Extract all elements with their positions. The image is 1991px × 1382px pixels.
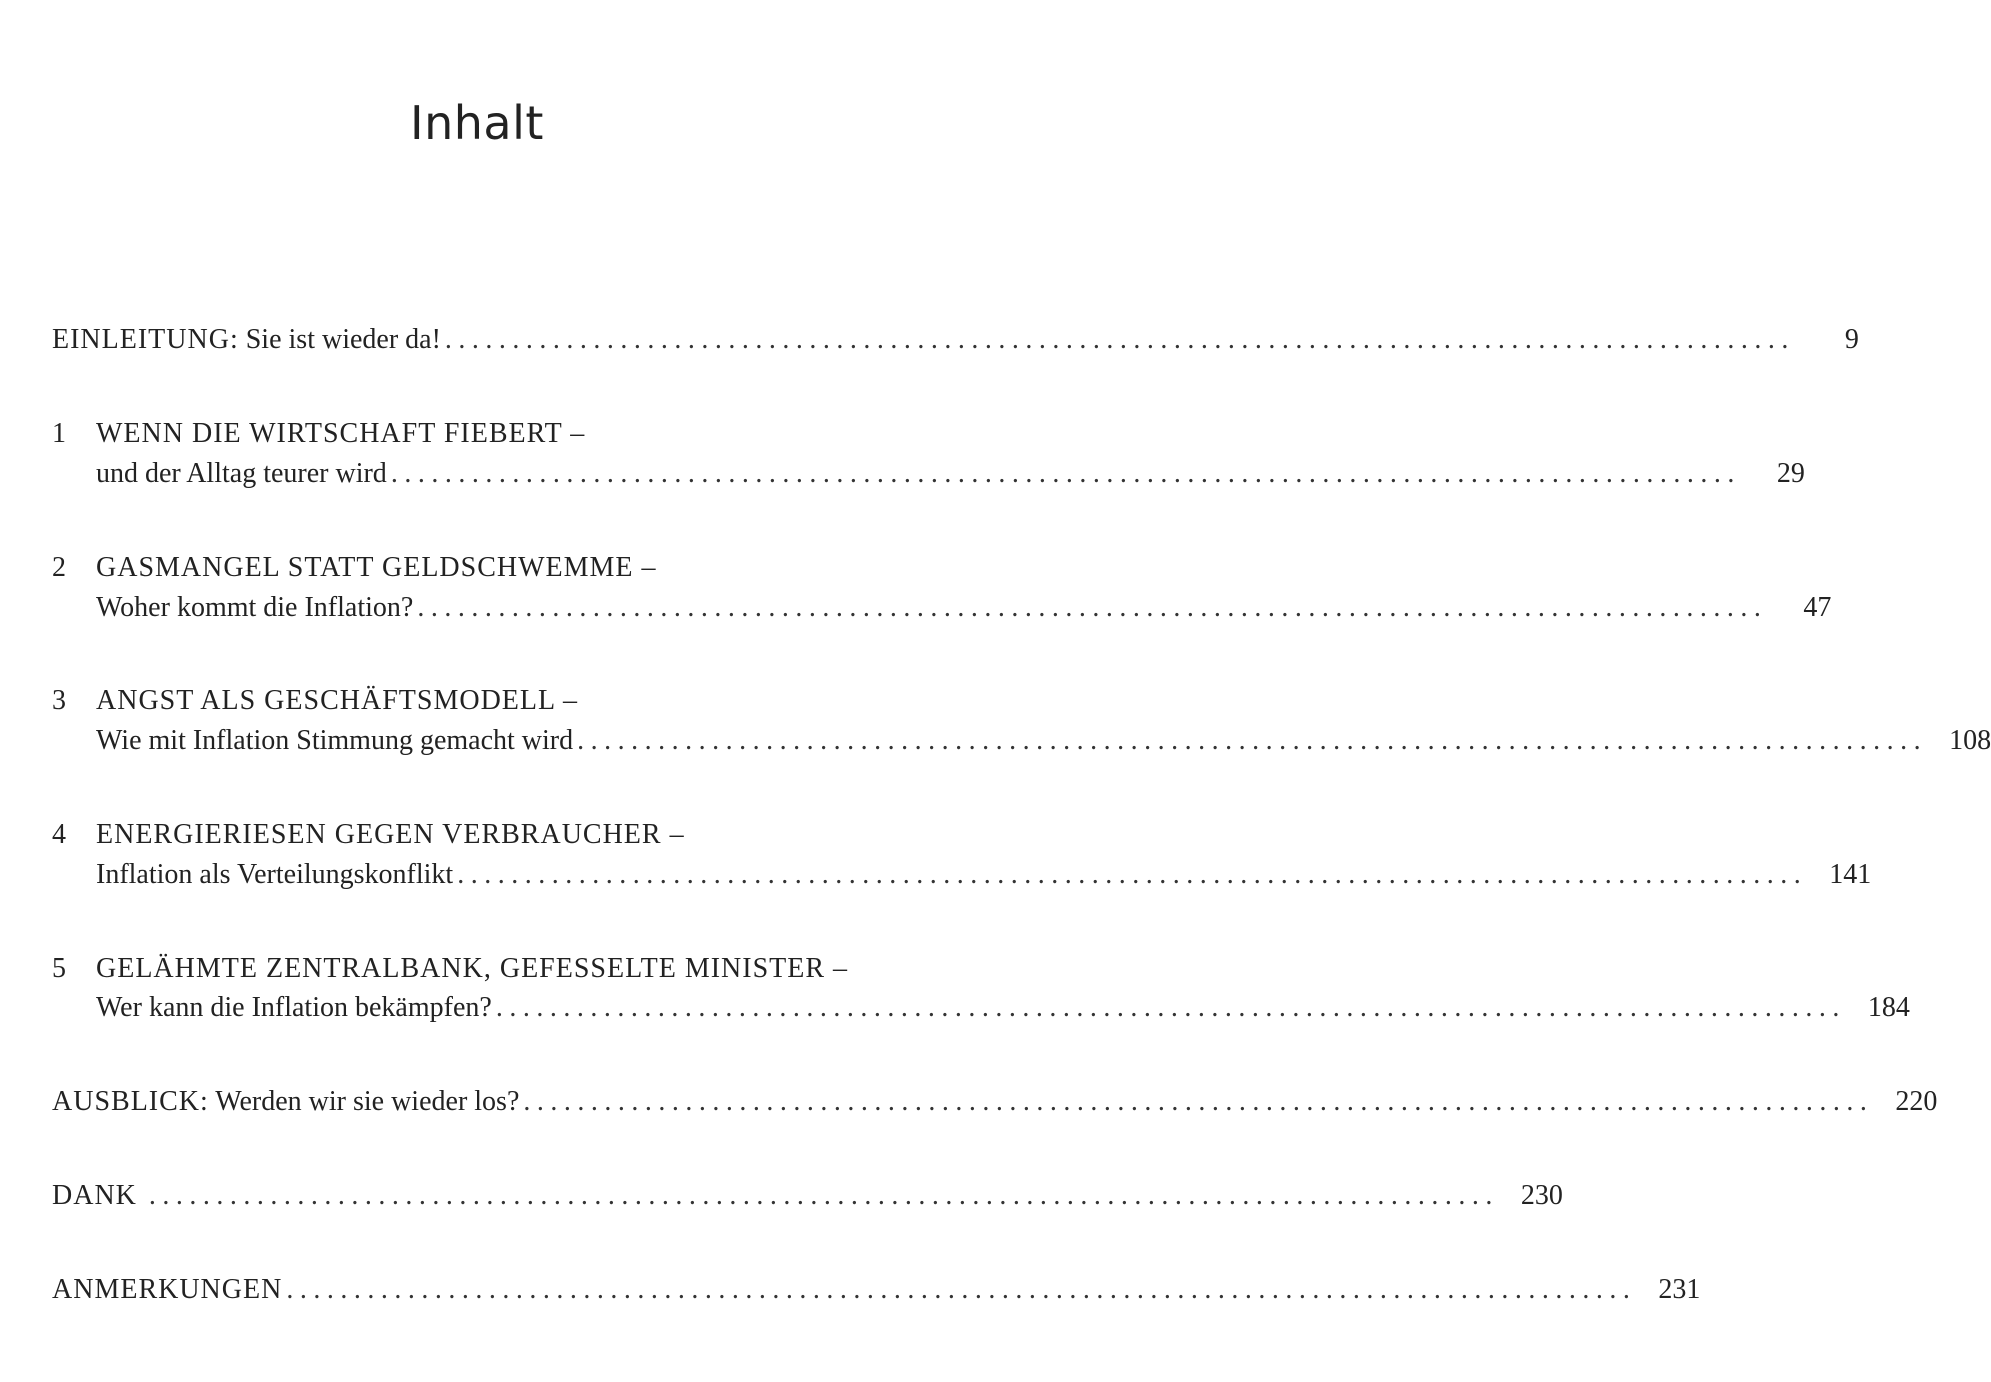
page-number: 220 [1895, 1086, 1938, 1117]
toc-entry-chapter-3[interactable] [96, 721, 1991, 761]
intro-title: Sie ist wieder da! [238, 324, 441, 355]
outlook-label: AUSBLICK: [52, 1086, 209, 1117]
dot-leader: .................................................................................................... [286, 1274, 1637, 1305]
page-number: 108 [1949, 725, 1991, 756]
toc-entry-chapter-5[interactable] [96, 988, 1910, 1028]
chapter-subtitle: Wie mit Inflation Stimmung gemacht wird [96, 725, 574, 756]
chapter-number: 4 [52, 819, 66, 850]
toc-entry-intro[interactable] [52, 320, 1859, 360]
chapter-heading: ANGST ALS GESCHÄFTSMODELL – [96, 685, 579, 716]
dot-leader: .................................................................................................... [577, 725, 1928, 756]
chapter-subtitle: und der Alltag teurer wird [96, 458, 387, 489]
dot-leader: .................................................................................................... [390, 458, 1741, 489]
chapter-4-heading-line [52, 815, 882, 855]
chapter-heading: GASMANGEL STATT GELDSCHWEMME – [96, 552, 657, 583]
chapter-1-heading-line [52, 414, 882, 454]
page-number: 184 [1867, 992, 1910, 1023]
page-number: 231 [1658, 1274, 1701, 1305]
chapter-number: 2 [52, 552, 66, 583]
dot-leader: .................................................................................................... [523, 1086, 1874, 1117]
page-number: 29 [1776, 458, 1805, 489]
chapter-heading: GELÄHMTE ZENTRALBANK, GEFESSELTE MINISTER – [96, 953, 849, 984]
dot-leader: .................................................................................................... [495, 992, 1846, 1023]
chapter-2-heading-line [52, 548, 882, 588]
chapter-subtitle: Woher kommt die Inflation? [96, 592, 414, 623]
page-number: 230 [1520, 1180, 1563, 1211]
chapter-number: 5 [52, 953, 66, 984]
notes-label: ANMERKUNGEN [52, 1274, 283, 1305]
toc-entry-chapter-2[interactable] [96, 588, 1832, 628]
page-title: Inhalt [410, 96, 544, 150]
page-number: 9 [1844, 324, 1859, 355]
toc-entry-chapter-1[interactable] [96, 454, 1805, 494]
thanks-label: DANK [52, 1180, 137, 1211]
chapter-3-heading-line [52, 681, 882, 721]
toc-entry-chapter-4[interactable] [96, 855, 1872, 895]
chapter-heading: ENERGIERIESEN GEGEN VERBRAUCHER – [96, 819, 685, 850]
chapter-5-heading-line [52, 949, 882, 989]
page-number: 47 [1803, 592, 1832, 623]
toc-entry-outlook[interactable] [52, 1082, 1938, 1122]
chapter-subtitle: Wer kann die Inflation bekämpfen? [96, 992, 492, 1023]
intro-label: EINLEITUNG: [52, 324, 239, 355]
chapter-number: 1 [52, 418, 66, 449]
toc-entry-notes[interactable] [52, 1270, 1701, 1310]
dot-leader: .................................................................................................... [444, 324, 1795, 355]
outlook-title: Werden wir sie wieder los? [208, 1086, 520, 1117]
toc-entry-thanks[interactable] [52, 1176, 1563, 1216]
chapter-number: 3 [52, 685, 66, 716]
dot-leader: .................................................................................................... [148, 1180, 1499, 1211]
dot-leader: .................................................................................................... [457, 859, 1808, 890]
chapter-subtitle: Inflation als Verteilungskonflikt [96, 859, 454, 890]
page-number: 141 [1829, 859, 1872, 890]
dot-leader: .................................................................................................... [417, 592, 1768, 623]
chapter-heading: WENN DIE WIRTSCHAFT FIEBERT – [96, 418, 586, 449]
